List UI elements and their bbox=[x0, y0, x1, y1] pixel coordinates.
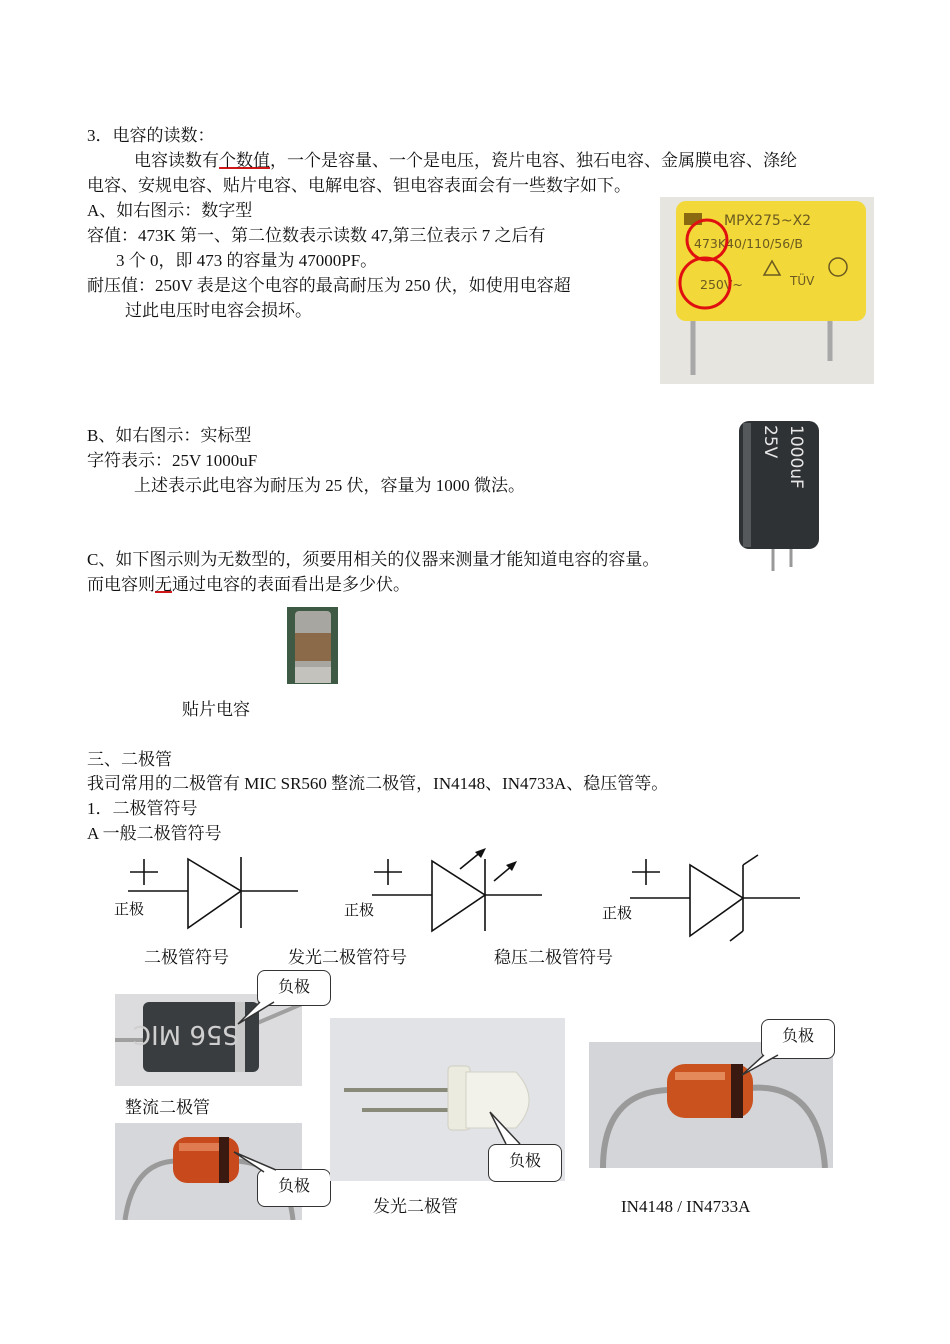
intro-paragraph: 电容读数有个数值，一个是容量、一个是电压，瓷片电容、独石电容、金属膜电容、涤纶 bbox=[134, 151, 797, 170]
diode-symbol-subtitle: 1．二极管符号 bbox=[87, 799, 198, 818]
smd-capacitor-photo bbox=[287, 607, 338, 684]
capacitance-text: 容值：473K 第一、第二位数表示读数 47,第三位表示 7 之后有 bbox=[87, 226, 546, 245]
general-diode-subtitle: A 一般二极管符号 bbox=[87, 824, 222, 843]
voltage-text: 耐压值：250V 表是这个电容的最高耐压为 250 伏，如使用电容超 bbox=[87, 276, 571, 295]
callout-pointer-in4148 bbox=[740, 1055, 800, 1095]
led-symbol-caption: 发光二极管符号 bbox=[288, 948, 407, 967]
cathode-callout-in4148: 负极 bbox=[761, 1019, 835, 1059]
anode-label-1: 正极 bbox=[114, 902, 145, 918]
diode-heading: 三、二极管 bbox=[87, 750, 172, 769]
yellow-capacitor-photo bbox=[660, 197, 874, 384]
anode-label-3: 正极 bbox=[602, 906, 633, 922]
callout-pointer-led bbox=[488, 1110, 548, 1150]
anode-label-2: 正极 bbox=[344, 903, 375, 919]
b-description: 上述表示此电容为耐压为 25 伏，容量为 1000 微法。 bbox=[134, 476, 525, 495]
voltage-text-line2: 过此电压时电容会损坏。 bbox=[125, 301, 312, 320]
rectifier-diode-text: S56 MIC bbox=[132, 1019, 239, 1049]
zener-symbol-caption: 稳压二极管符号 bbox=[494, 948, 613, 967]
led-caption: 发光二极管 bbox=[373, 1197, 458, 1216]
yellow-cap-text-2: 473K40/110/56/B bbox=[694, 236, 803, 251]
cathode-callout-led: 负极 bbox=[488, 1144, 562, 1182]
callout-pointer-small bbox=[232, 1150, 292, 1190]
cathode-callout-rectifier: 负极 bbox=[257, 970, 331, 1006]
electrolytic-capacitor-photo bbox=[733, 417, 825, 573]
char-representation: 字符表示：25V 1000uF bbox=[87, 451, 258, 470]
diode-symbol bbox=[110, 850, 310, 940]
zener-symbol bbox=[600, 850, 800, 945]
yellow-cap-text-4: TÜV bbox=[790, 274, 815, 288]
subsection-c-line1: C、如下图示则为无数型的，须要用相关的仪器来测量才能知道电容的容量。 bbox=[87, 550, 660, 569]
cathode-callout-small: 负极 bbox=[257, 1169, 331, 1207]
common-diodes-text: 我司常用的二极管有 MIC SR560 整流二极管，IN4148、IN4733A、稳压管等。 bbox=[87, 774, 669, 793]
in4148-caption: IN4148 / IN4733A bbox=[621, 1197, 751, 1216]
yellow-cap-text-1: MPX275~X2 bbox=[724, 213, 812, 229]
yellow-cap-text-3: 250V~ bbox=[700, 277, 743, 292]
electrolytic-text-1: 1000uF bbox=[786, 425, 806, 489]
subsection-c-line2: 而电容则无通过电容的表面看出是多少伏。 bbox=[87, 575, 410, 594]
subsection-a-title: A、如右图示：数字型 bbox=[87, 201, 253, 220]
callout-pointer-rectifier bbox=[236, 1002, 296, 1042]
rectifier-caption: 整流二极管 bbox=[125, 1098, 210, 1117]
smd-caption: 贴片电容 bbox=[182, 700, 250, 719]
led-symbol bbox=[340, 845, 540, 935]
subsection-b-title: B、如右图示：实标型 bbox=[87, 426, 252, 445]
diode-symbol-caption: 二极管符号 bbox=[144, 948, 229, 967]
electrolytic-text-2: 25V bbox=[760, 425, 780, 459]
intro-paragraph-line2: 电容、安规电容、贴片电容、电解电容、钽电容表面会有一些数字如下。 bbox=[87, 176, 631, 195]
capacitance-text-line2: 3 个 0，即 473 的容量为 47000PF。 bbox=[116, 251, 378, 270]
section-heading: 3．电容的读数： bbox=[87, 126, 215, 145]
